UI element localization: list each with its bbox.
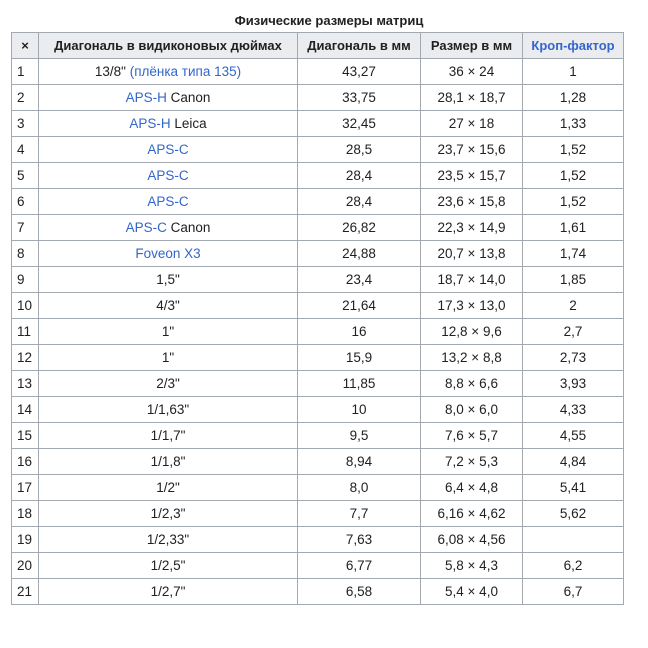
header-diagonal-inches[interactable]: Диагональ в видиконовых дюймах (39, 33, 298, 59)
diagonal-inches-cell (39, 85, 298, 111)
diagonal-mm-cell: 7,7 (298, 501, 421, 527)
diagonal-inches-cell (39, 423, 298, 449)
row-number: 15 (12, 423, 39, 449)
diagonal-mm-cell: 28,4 (298, 189, 421, 215)
diagonal-inches-cell (39, 501, 298, 527)
header-size-mm[interactable]: Размер в мм (421, 33, 523, 59)
diagonal-mm-cell: 24,88 (298, 241, 421, 267)
row-number: 4 (12, 137, 39, 163)
row-number: 19 (12, 527, 39, 553)
table-row (12, 371, 624, 397)
row-number: 6 (12, 189, 39, 215)
table-row (12, 85, 624, 111)
diagonal-inches-cell (39, 553, 298, 579)
diagonal-inches-cell (39, 371, 298, 397)
diagonal-inches-cell (39, 319, 298, 345)
diagonal-inches-cell (39, 59, 298, 85)
table-row (12, 475, 624, 501)
table-row (12, 579, 624, 605)
diagonal-inches-text: 1/2,3" (150, 506, 186, 521)
size-mm-cell: 7,6 × 5,7 (421, 423, 523, 449)
crop-factor-cell: 2,73 (523, 345, 624, 371)
table-row (12, 423, 624, 449)
diagonal-mm-cell: 7,63 (298, 527, 421, 553)
table-header-row (12, 33, 624, 59)
diagonal-inches-cell (39, 111, 298, 137)
table-row (12, 553, 624, 579)
table-row (12, 241, 624, 267)
diagonal-mm-cell: 10 (298, 397, 421, 423)
diagonal-mm-cell: 6,77 (298, 553, 421, 579)
row-number: 18 (12, 501, 39, 527)
row-number: 3 (12, 111, 39, 137)
size-mm-cell: 27 × 18 (421, 111, 523, 137)
size-mm-cell: 8,0 × 6,0 (421, 397, 523, 423)
row-number: 16 (12, 449, 39, 475)
header-crop-factor[interactable] (523, 33, 624, 59)
crop-factor-cell: 1,85 (523, 267, 624, 293)
crop-factor-cell: 1,61 (523, 215, 624, 241)
crop-factor-link[interactable]: Кроп-фактор (531, 38, 615, 53)
size-mm-cell: 23,7 × 15,6 (421, 137, 523, 163)
format-link[interactable]: (плёнка типа 135) (129, 64, 242, 79)
size-mm-cell: 5,4 × 4,0 (421, 579, 523, 605)
crop-factor-cell: 1,74 (523, 241, 624, 267)
row-number: 13 (12, 371, 39, 397)
diagonal-mm-cell: 28,4 (298, 163, 421, 189)
row-number: 11 (12, 319, 39, 345)
size-mm-cell: 7,2 × 5,3 (421, 449, 523, 475)
diagonal-inches-text: 1/2,33" (146, 532, 190, 547)
diagonal-inches-text: 1/1,7" (150, 428, 186, 443)
size-mm-cell: 23,5 × 15,7 (421, 163, 523, 189)
size-mm-cell: 20,7 × 13,8 (421, 241, 523, 267)
crop-factor-cell: 1,28 (523, 85, 624, 111)
format-link[interactable]: APS-C (147, 194, 189, 209)
size-mm-cell: 5,8 × 4,3 (421, 553, 523, 579)
crop-factor-cell: 3,93 (523, 371, 624, 397)
table-row (12, 215, 624, 241)
crop-factor-cell: 5,41 (523, 475, 624, 501)
size-mm-cell: 36 × 24 (421, 59, 523, 85)
row-number: 7 (12, 215, 39, 241)
crop-factor-cell: 6,7 (523, 579, 624, 605)
diagonal-inches-text: 1,5" (156, 272, 180, 287)
row-number: 8 (12, 241, 39, 267)
diagonal-inches-cell (39, 215, 298, 241)
diagonal-inches-text: 1" (161, 324, 175, 339)
crop-factor-cell (523, 527, 624, 553)
sensor-size-table (11, 32, 624, 605)
diagonal-inches-cell (39, 475, 298, 501)
diagonal-inches-text: 1/2,5" (150, 558, 186, 573)
diagonal-inches-text: 13/8" (94, 64, 130, 79)
format-link[interactable]: APS-C (125, 220, 167, 235)
manufacturer-text: Canon (166, 220, 211, 235)
diagonal-mm-cell: 28,5 (298, 137, 421, 163)
manufacturer-text: Canon (166, 90, 211, 105)
diagonal-mm-cell: 43,27 (298, 59, 421, 85)
row-number: 5 (12, 163, 39, 189)
diagonal-mm-cell: 15,9 (298, 345, 421, 371)
row-number: 9 (12, 267, 39, 293)
format-link[interactable]: APS-H (125, 90, 167, 105)
diagonal-inches-text: 1/1,63" (146, 402, 190, 417)
crop-factor-cell: 1 (523, 59, 624, 85)
manufacturer-text: Leica (170, 116, 207, 131)
diagonal-mm-cell: 21,64 (298, 293, 421, 319)
diagonal-inches-cell (39, 163, 298, 189)
table-row (12, 501, 624, 527)
diagonal-mm-cell: 8,94 (298, 449, 421, 475)
table-row (12, 397, 624, 423)
crop-factor-cell: 6,2 (523, 553, 624, 579)
crop-factor-cell: 4,55 (523, 423, 624, 449)
row-number: 1 (12, 59, 39, 85)
table-caption: Физические размеры матриц (234, 13, 424, 28)
diagonal-inches-text: 4/3" (156, 298, 180, 313)
row-number: 14 (12, 397, 39, 423)
diagonal-inches-text: 1/2,7" (150, 584, 186, 599)
row-number: 12 (12, 345, 39, 371)
table-row (12, 137, 624, 163)
row-number: 21 (12, 579, 39, 605)
table-row (12, 293, 624, 319)
size-mm-cell: 8,8 × 6,6 (421, 371, 523, 397)
diagonal-inches-cell (39, 579, 298, 605)
format-link[interactable]: APS-C (147, 142, 189, 157)
format-link[interactable]: APS-C (147, 168, 189, 183)
diagonal-mm-cell: 16 (298, 319, 421, 345)
size-mm-cell: 23,6 × 15,8 (421, 189, 523, 215)
diagonal-inches-cell (39, 449, 298, 475)
sensor-size-table-container (11, 9, 623, 605)
row-number: 10 (12, 293, 39, 319)
table-row (12, 319, 624, 345)
size-mm-cell: 18,7 × 14,0 (421, 267, 523, 293)
diagonal-inches-text: 2/3" (156, 376, 180, 391)
table-row (12, 111, 624, 137)
size-mm-cell: 6,4 × 4,8 (421, 475, 523, 501)
size-mm-cell: 6,08 × 4,56 (421, 527, 523, 553)
table-row (12, 345, 624, 371)
crop-factor-cell: 2,7 (523, 319, 624, 345)
diagonal-inches-cell (39, 345, 298, 371)
table-row (12, 527, 624, 553)
size-mm-cell: 22,3 × 14,9 (421, 215, 523, 241)
diagonal-inches-cell (39, 241, 298, 267)
row-number: 20 (12, 553, 39, 579)
row-number: 2 (12, 85, 39, 111)
diagonal-mm-cell: 26,82 (298, 215, 421, 241)
crop-factor-cell: 1,52 (523, 137, 624, 163)
crop-factor-cell: 4,33 (523, 397, 624, 423)
crop-factor-cell: 2 (523, 293, 624, 319)
format-link[interactable]: APS-H (129, 116, 171, 131)
diagonal-inches-cell (39, 527, 298, 553)
row-number: 17 (12, 475, 39, 501)
size-mm-cell: 17,3 × 13,0 (421, 293, 523, 319)
diagonal-mm-cell: 6,58 (298, 579, 421, 605)
diagonal-inches-cell (39, 293, 298, 319)
diagonal-mm-cell: 32,45 (298, 111, 421, 137)
diagonal-inches-cell (39, 267, 298, 293)
diagonal-inches-text: 1/1,8" (150, 454, 186, 469)
crop-factor-cell: 5,62 (523, 501, 624, 527)
crop-factor-cell: 4,84 (523, 449, 624, 475)
diagonal-inches-cell (39, 189, 298, 215)
diagonal-mm-cell: 9,5 (298, 423, 421, 449)
sort-header[interactable]: × (12, 33, 39, 59)
table-row (12, 189, 624, 215)
table-row (12, 267, 624, 293)
size-mm-cell: 28,1 × 18,7 (421, 85, 523, 111)
diagonal-inches-text: 1" (161, 350, 175, 365)
header-diagonal-mm[interactable]: Диагональ в мм (298, 33, 421, 59)
diagonal-inches-cell (39, 137, 298, 163)
diagonal-mm-cell: 23,4 (298, 267, 421, 293)
table-row (12, 163, 624, 189)
diagonal-inches-text: 1/2" (156, 480, 180, 495)
crop-factor-cell: 1,52 (523, 163, 624, 189)
size-mm-cell: 6,16 × 4,62 (421, 501, 523, 527)
diagonal-inches-cell (39, 397, 298, 423)
size-mm-cell: 12,8 × 9,6 (421, 319, 523, 345)
diagonal-mm-cell: 8,0 (298, 475, 421, 501)
size-mm-cell: 13,2 × 8,8 (421, 345, 523, 371)
crop-factor-cell: 1,33 (523, 111, 624, 137)
table-row (12, 59, 624, 85)
format-link[interactable]: Foveon X3 (135, 246, 201, 261)
diagonal-mm-cell: 11,85 (298, 371, 421, 397)
table-row (12, 449, 624, 475)
diagonal-mm-cell: 33,75 (298, 85, 421, 111)
crop-factor-cell: 1,52 (523, 189, 624, 215)
